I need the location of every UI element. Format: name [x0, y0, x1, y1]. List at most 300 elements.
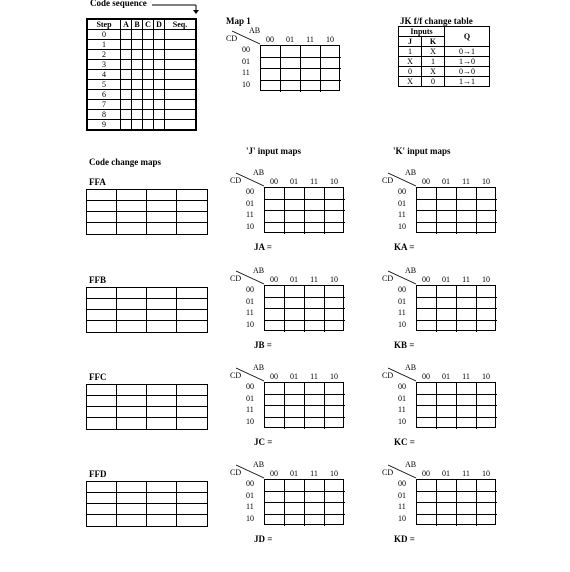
- kmap-cell: [457, 200, 477, 212]
- seq-cell: [154, 80, 165, 90]
- kmap-cell: [437, 480, 457, 492]
- kmap-cell: [417, 286, 437, 298]
- kmap-col-label: 01: [442, 372, 450, 381]
- change-map-cell: [177, 493, 207, 504]
- change-map-cell: [147, 418, 177, 429]
- kmap-cell: [477, 418, 497, 430]
- kmap-row-label: 10: [398, 416, 406, 426]
- kmap-cell: [285, 223, 305, 235]
- seq-cell: [165, 120, 197, 131]
- change-map-cell: [117, 321, 147, 332]
- jk-k-cell: 0: [422, 77, 445, 87]
- seq-cell: [143, 80, 154, 90]
- code-sequence-table: [86, 18, 197, 131]
- kmap-cell: [325, 418, 345, 430]
- ffa-k-kmap: [382, 168, 502, 238]
- kmap-cell: [477, 223, 497, 235]
- jk-q-cell: 0→0: [445, 67, 490, 77]
- seq-cell: [143, 50, 154, 60]
- seq-header-d: D: [154, 19, 165, 30]
- kmap-cd-label: CD: [226, 34, 238, 43]
- kmap-col-label: 11: [310, 177, 318, 186]
- seq-cell: [121, 90, 132, 100]
- kmap-row-label: 01: [246, 490, 254, 500]
- kmap-row-label: 01: [398, 490, 406, 500]
- jk-j-cell: X: [399, 57, 422, 67]
- kmap-col-label: 10: [330, 372, 338, 381]
- kmap-cd-label: CD: [382, 468, 394, 477]
- change-map-cell: [87, 288, 117, 299]
- kmap-ab-label: AB: [249, 26, 261, 35]
- kmap-cd-label: CD: [230, 176, 242, 185]
- kmap-ab-label: AB: [405, 460, 417, 469]
- kmap-cell: [477, 309, 497, 321]
- change-map-cell: [87, 418, 117, 429]
- kmap-cell: [305, 492, 325, 504]
- kmap-cell: [285, 188, 305, 200]
- seq-row: [87, 60, 196, 70]
- kmap-col-label: 00: [422, 177, 430, 186]
- seq-cell: [165, 30, 197, 40]
- change-map-cell: [147, 190, 177, 201]
- jk-row: [399, 57, 490, 67]
- seq-cell: [143, 110, 154, 120]
- kmap-cell: [265, 492, 285, 504]
- change-map-cell: [147, 321, 177, 332]
- ffc-j-kmap: [230, 363, 350, 433]
- jk-k-cell: X: [422, 67, 445, 77]
- kmap-cell: [417, 503, 437, 515]
- kmap-col-label: 10: [482, 275, 490, 284]
- kmap-cell: [265, 309, 285, 321]
- kmap-cell: [261, 46, 281, 58]
- kmap-cell: [321, 69, 341, 81]
- kmap-cell: [437, 223, 457, 235]
- jk-j-header: J: [399, 37, 422, 47]
- kmap-cell: [325, 309, 345, 321]
- kmap-row-label: 01: [242, 56, 250, 66]
- kmap-cell: [457, 211, 477, 223]
- kmap-cell: [325, 515, 345, 527]
- change-map-cell: [117, 288, 147, 299]
- kmap-diagonal: [230, 28, 262, 46]
- change-map-cell: [117, 515, 147, 526]
- ffc-k-kmap: [382, 363, 502, 433]
- kmap-cells: [416, 479, 496, 525]
- kmap-cell: [261, 69, 281, 81]
- jk-k-cell: 1: [422, 57, 445, 67]
- ffd-j-kmap: [230, 460, 350, 530]
- kmap-row-label: 01: [246, 296, 254, 306]
- change-map-cell: [147, 288, 177, 299]
- kmap-cell: [477, 188, 497, 200]
- kmap-ab-label: AB: [405, 363, 417, 372]
- kmap-row-label: 01: [398, 198, 406, 208]
- seq-cell: [132, 60, 143, 70]
- seq-header-seq: Seq.: [165, 19, 197, 30]
- ffd-k-equation: KD =: [394, 534, 415, 544]
- seq-row: [87, 110, 196, 120]
- kmap-ab-label: AB: [405, 168, 417, 177]
- kmap-cell: [281, 46, 301, 58]
- seq-row: [87, 40, 196, 50]
- change-map-cell: [117, 407, 147, 418]
- kmap-cell: [305, 200, 325, 212]
- kmap-col-label: 10: [482, 372, 490, 381]
- kmap-col-label: 01: [290, 275, 298, 284]
- kmap-diagonal: [386, 268, 418, 286]
- kmap-col-label: 11: [310, 275, 318, 284]
- seq-cell: [143, 120, 154, 131]
- ffd-j-equation: JD =: [254, 534, 273, 544]
- seq-step-cell: 6: [87, 90, 121, 100]
- change-map-cell: [87, 321, 117, 332]
- kmap-row-label: 11: [398, 210, 406, 219]
- kmap-cell: [305, 515, 325, 527]
- kmap-col-label: 01: [290, 177, 298, 186]
- seq-cell: [132, 120, 143, 131]
- change-map-cell: [177, 418, 207, 429]
- seq-cell: [154, 60, 165, 70]
- ffa-k-equation: KA =: [394, 242, 415, 252]
- seq-row: [87, 70, 196, 80]
- change-map-cell: [147, 385, 177, 396]
- kmap-cell: [301, 58, 321, 70]
- seq-cell: [143, 40, 154, 50]
- kmap-row-label: 01: [246, 393, 254, 403]
- kmap-cell: [325, 321, 345, 333]
- change-map-cell: [117, 212, 147, 223]
- kmap-row-label: 11: [246, 308, 254, 317]
- change-map-cell: [87, 396, 117, 407]
- kmap-cell: [265, 480, 285, 492]
- kmap-cell: [305, 298, 325, 310]
- kmap-cell: [305, 321, 325, 333]
- kmap-cell: [285, 309, 305, 321]
- kmap-col-label: 01: [290, 372, 298, 381]
- kmap-cell: [477, 406, 497, 418]
- kmap-cell: [305, 395, 325, 407]
- kmap-row-label: 11: [242, 68, 250, 77]
- kmap-cell: [325, 200, 345, 212]
- change-map-cell: [87, 190, 117, 201]
- seq-cell: [165, 80, 197, 90]
- kmap-cell: [457, 418, 477, 430]
- kmap-cell: [325, 188, 345, 200]
- ffb-change-map: [86, 287, 208, 333]
- seq-cell: [132, 50, 143, 60]
- kmap-cell: [325, 492, 345, 504]
- seq-cell: [132, 40, 143, 50]
- kmap-cell: [325, 211, 345, 223]
- kmap-row-label: 01: [246, 198, 254, 208]
- kmap-cell: [477, 515, 497, 527]
- kmap-cell: [285, 321, 305, 333]
- change-map-cell: [177, 223, 207, 234]
- seq-cell: [154, 100, 165, 110]
- kmap-row-label: 10: [246, 221, 254, 231]
- change-map-cell: [87, 407, 117, 418]
- seq-cell: [165, 40, 197, 50]
- kmap-cell: [437, 321, 457, 333]
- seq-cell: [132, 30, 143, 40]
- kmap-cell: [265, 321, 285, 333]
- change-map-cell: [177, 396, 207, 407]
- kmap-cell: [325, 286, 345, 298]
- seq-cell: [121, 60, 132, 70]
- kmap-cell: [437, 286, 457, 298]
- change-map-cell: [117, 190, 147, 201]
- kmap-cell: [305, 188, 325, 200]
- kmap-cell: [325, 223, 345, 235]
- kmap-cell: [305, 286, 325, 298]
- kmap-cell: [265, 298, 285, 310]
- change-map-cell: [177, 201, 207, 212]
- change-map-cell: [177, 385, 207, 396]
- kmap-cell: [417, 492, 437, 504]
- kmap-row-label: 11: [398, 308, 406, 317]
- kmap-col-label: 11: [310, 372, 318, 381]
- kmap-cell: [477, 298, 497, 310]
- kmap-cell: [477, 480, 497, 492]
- kmap-diagonal: [234, 365, 266, 383]
- change-map-cell: [87, 482, 117, 493]
- seq-cell: [165, 60, 197, 70]
- change-map-cell: [87, 515, 117, 526]
- jk-j-cell: 1: [399, 47, 422, 57]
- kmap-cell: [417, 188, 437, 200]
- kmap-row-label: 00: [246, 285, 254, 294]
- change-map-cell: [117, 310, 147, 321]
- kmap-cell: [321, 81, 341, 93]
- change-map-cell: [177, 310, 207, 321]
- kmap-cell: [285, 480, 305, 492]
- change-map-cell: [117, 482, 147, 493]
- kmap-cell: [437, 211, 457, 223]
- kmap-cell: [285, 298, 305, 310]
- kmap-col-label: 11: [462, 177, 470, 186]
- change-map-cell: [177, 407, 207, 418]
- code-change-maps-title: Code change maps: [89, 157, 162, 167]
- ffa-j-kmap: [230, 168, 350, 238]
- kmap-cell: [437, 395, 457, 407]
- seq-row: [87, 80, 196, 90]
- jk-q-header: Q: [445, 27, 490, 47]
- kmap-col-label: 10: [330, 469, 338, 478]
- seq-row: [87, 30, 196, 40]
- change-map-cell: [147, 407, 177, 418]
- seq-step-cell: 2: [87, 50, 121, 60]
- kmap-cell: [305, 480, 325, 492]
- kmap-cell: [457, 286, 477, 298]
- jk-table-title: JK f/f change table: [400, 16, 473, 26]
- kmap-col-label: 00: [422, 469, 430, 478]
- kmap-cell: [437, 515, 457, 527]
- jk-q-cell: 0→1: [445, 47, 490, 57]
- jk-q-cell: 1→0: [445, 57, 490, 67]
- seq-cell: [154, 40, 165, 50]
- kmap-col-label: 10: [482, 177, 490, 186]
- kmap-row-label: 11: [246, 502, 254, 511]
- kmap-cell: [285, 492, 305, 504]
- seq-cell: [121, 30, 132, 40]
- kmap-row-label: 00: [246, 479, 254, 488]
- change-map-cell: [87, 201, 117, 212]
- kmap-col-label: 01: [290, 469, 298, 478]
- seq-cell: [121, 50, 132, 60]
- kmap-col-label: 00: [270, 275, 278, 284]
- kmap-cells: [264, 187, 344, 233]
- seq-cell: [121, 120, 132, 131]
- kmap-ab-label: AB: [253, 363, 265, 372]
- kmap-cell: [305, 211, 325, 223]
- kmap-cell: [437, 492, 457, 504]
- kmap-cell: [477, 503, 497, 515]
- seq-cell: [132, 100, 143, 110]
- change-map-cell: [177, 212, 207, 223]
- change-map-cell: [177, 515, 207, 526]
- change-map-cell: [117, 385, 147, 396]
- kmap-cell: [417, 383, 437, 395]
- seq-cell: [121, 80, 132, 90]
- change-map-cell: [117, 493, 147, 504]
- kmap-cell: [437, 383, 457, 395]
- change-map-cell: [87, 223, 117, 234]
- kmap-cell: [417, 211, 437, 223]
- kmap-cell: [265, 223, 285, 235]
- kmap-cell: [477, 492, 497, 504]
- jk-inputs-header: Inputs: [399, 27, 445, 37]
- kmap-row-label: 00: [398, 479, 406, 488]
- kmap-cell: [301, 69, 321, 81]
- change-map-cell: [87, 385, 117, 396]
- kmap-cell: [417, 480, 437, 492]
- kmap-cell: [281, 69, 301, 81]
- kmap-col-label: 01: [442, 177, 450, 186]
- ffc-label: FFC: [89, 372, 107, 382]
- kmap-row-label: 11: [398, 405, 406, 414]
- kmap-cell: [325, 480, 345, 492]
- kmap-ab-label: AB: [405, 266, 417, 275]
- kmap-cells: [416, 382, 496, 428]
- kmap-row-label: 00: [246, 382, 254, 391]
- seq-row: [87, 50, 196, 60]
- kmap-cell: [265, 200, 285, 212]
- kmap-col-label: 11: [462, 372, 470, 381]
- kmap-cell: [457, 223, 477, 235]
- kmap-cd-label: CD: [382, 274, 394, 283]
- kmap-cells: [264, 479, 344, 525]
- change-map-cell: [177, 321, 207, 332]
- kmap-cell: [285, 200, 305, 212]
- kmap-cells: [264, 285, 344, 331]
- seq-cell: [121, 70, 132, 80]
- ffd-label: FFD: [89, 469, 107, 479]
- map1-title: Map 1: [226, 16, 251, 26]
- seq-cell: [143, 90, 154, 100]
- seq-cell: [165, 110, 197, 120]
- kmap-row-label: 10: [246, 416, 254, 426]
- change-map-cell: [117, 299, 147, 310]
- change-map-cell: [117, 201, 147, 212]
- seq-step-cell: 7: [87, 100, 121, 110]
- change-map-cell: [177, 482, 207, 493]
- kmap-cell: [477, 200, 497, 212]
- kmap-cell: [457, 406, 477, 418]
- kmap-cell: [285, 418, 305, 430]
- kmap-col-label: 11: [462, 469, 470, 478]
- kmap-cell: [417, 406, 437, 418]
- change-map-cell: [147, 310, 177, 321]
- kmap-cell: [437, 503, 457, 515]
- kmap-diagonal: [234, 268, 266, 286]
- kmap-cell: [457, 395, 477, 407]
- kmap-diagonal: [386, 365, 418, 383]
- kmap-cell: [305, 309, 325, 321]
- kmap-cell: [477, 211, 497, 223]
- change-map-cell: [177, 299, 207, 310]
- kmap-cell: [285, 395, 305, 407]
- ffc-j-equation: JC =: [254, 437, 273, 447]
- kmap-row-label: 01: [398, 393, 406, 403]
- kmap-cell: [265, 406, 285, 418]
- seq-cell: [154, 50, 165, 60]
- kmap-cell: [301, 81, 321, 93]
- map1-kmap: [226, 26, 346, 96]
- kmap-cell: [301, 46, 321, 58]
- k-maps-title: 'K' input maps: [393, 146, 451, 156]
- kmap-cell: [477, 383, 497, 395]
- kmap-col-label: 11: [306, 35, 314, 44]
- kmap-row-label: 10: [398, 513, 406, 523]
- kmap-diagonal: [386, 462, 418, 480]
- code-sequence-label: Code sequence: [90, 0, 147, 8]
- kmap-cell: [417, 321, 437, 333]
- jk-row: [399, 77, 490, 87]
- seq-cell: [121, 110, 132, 120]
- kmap-row-label: 11: [398, 502, 406, 511]
- kmap-cd-label: CD: [382, 176, 394, 185]
- seq-cell: [154, 70, 165, 80]
- seq-header-row: [87, 19, 196, 30]
- kmap-cell: [437, 418, 457, 430]
- kmap-cell: [325, 406, 345, 418]
- kmap-cell: [285, 383, 305, 395]
- kmap-cell: [325, 298, 345, 310]
- kmap-cells: [260, 45, 340, 91]
- seq-cell: [154, 30, 165, 40]
- kmap-ab-label: AB: [253, 168, 265, 177]
- seq-cell: [165, 50, 197, 60]
- kmap-cell: [417, 309, 437, 321]
- seq-cell: [154, 120, 165, 131]
- seq-row: [87, 100, 196, 110]
- kmap-cell: [477, 321, 497, 333]
- kmap-cell: [321, 46, 341, 58]
- seq-cell: [143, 30, 154, 40]
- seq-step-cell: 4: [87, 70, 121, 80]
- kmap-col-label: 00: [422, 372, 430, 381]
- kmap-cell: [265, 418, 285, 430]
- change-map-cell: [87, 299, 117, 310]
- jk-k-cell: X: [422, 47, 445, 57]
- ffb-k-equation: KB =: [394, 340, 415, 350]
- seq-cell: [121, 100, 132, 110]
- kmap-cell: [417, 418, 437, 430]
- change-map-cell: [147, 396, 177, 407]
- seq-step-cell: 8: [87, 110, 121, 120]
- ffc-change-map: [86, 384, 208, 430]
